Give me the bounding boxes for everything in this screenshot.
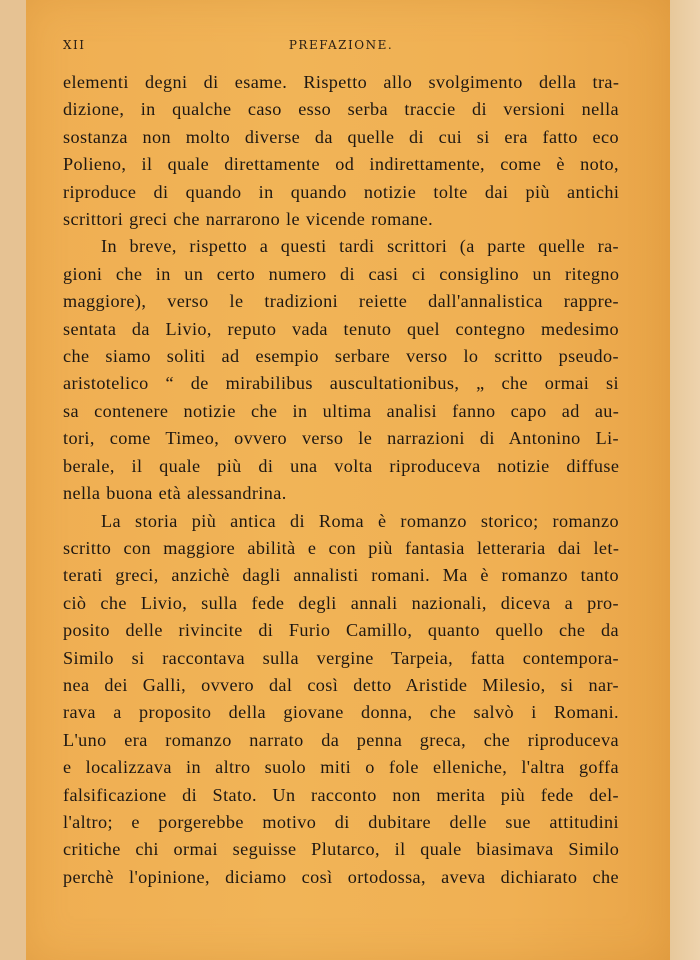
text-line: perchè l'opinione, diciamo così ortodossa, aveva dichiarato che [63,866,619,887]
running-title: PREFAZIONE. [288,38,394,52]
text-line: riproduce di quando in quando notizie tolte dai più antichi [63,181,620,202]
text-line: posito delle rivincite di Furio Camillo, quanto quello che da [63,620,619,641]
body-text [63,69,619,891]
page-edge [670,0,700,960]
page-number: XII [63,38,86,52]
paragraph [63,233,619,507]
text-line: nella buona età alessandrina. [63,483,287,504]
text-line: gioni che in un certo numero di casi ci consiglino un ritegno [63,263,620,284]
text-line: elementi degni di esame. Rispetto allo svolgimento della tra- [63,72,620,92]
text-line: sa contenere notizie che in ultima analisi fanno capo ad au- [63,400,620,421]
text-line: Polieno, il quale direttamente od indirettamente, come è noto, [63,154,619,175]
text-line: falsificazione di Stato. Un racconto non merita più fede del- [63,784,619,805]
text-line: maggiore), verso le tradizioni reiette dall'annalistica rappre- [63,291,619,312]
text-line: La storia più antica di Roma è romanzo storico; romanzo [101,510,619,531]
text-line: nea dei Galli, ovvero dal così detto Aristide Milesio, si nar- [63,674,619,695]
text-line: l'altro; e porgerebbe motivo di dubitare delle sue attitudini [63,811,619,832]
text-line: critiche chi ormai seguisse Plutarco, il quale biasimava Similo [63,839,620,860]
page-header [63,38,619,56]
text-line: sostanza non molto diverse da quelle di cui si era fatto eco [63,126,619,147]
text-line: Similo si raccontava sulla vergine Tarpeia, fatta contempora- [63,647,619,668]
text-line: sentata da Livio, reputo vada tenuto quel contegno medesimo [63,318,619,339]
text-line: tori, come Timeo, ovvero verso le narrazioni di Antonino Li- [63,428,619,449]
text-line: L'uno era romanzo narrato da penna greca, che riproduceva [63,729,619,750]
text-line: che siamo soliti ad esempio serbare verso lo scritto pseudo- [63,346,619,367]
text-line: terati greci, anzichè dagli annalisti romani. Ma è romanzo tanto [63,565,619,586]
paragraph [63,508,619,892]
text-line: aristotelico “ de mirabilibus auscultationibus, „ che ormai si [63,373,619,394]
text-line: In breve, rispetto a questi tardi scrittori (a parte quelle ra- [101,236,619,257]
paragraph [63,69,619,233]
text-line: ciò che Livio, sulla fede degli annali nazionali, diceva a pro- [63,592,619,613]
text-line: rava a proposito della giovane donna, che salvò i Romani. [63,702,619,723]
text-line: e localizzava in altro suolo miti o fole elleniche, l'altra goffa [63,757,619,778]
text-line: berale, il quale più di una volta riproduceva notizie diffuse [63,455,620,476]
text-line: dizione, in qualche caso esso serba traccie di versioni nella [63,99,619,120]
text-line: scritto con maggiore abilità e con più fantasia letteraria dai let- [63,537,620,558]
text-line: scrittori greci che narrarono le vicende romane. [63,209,434,230]
